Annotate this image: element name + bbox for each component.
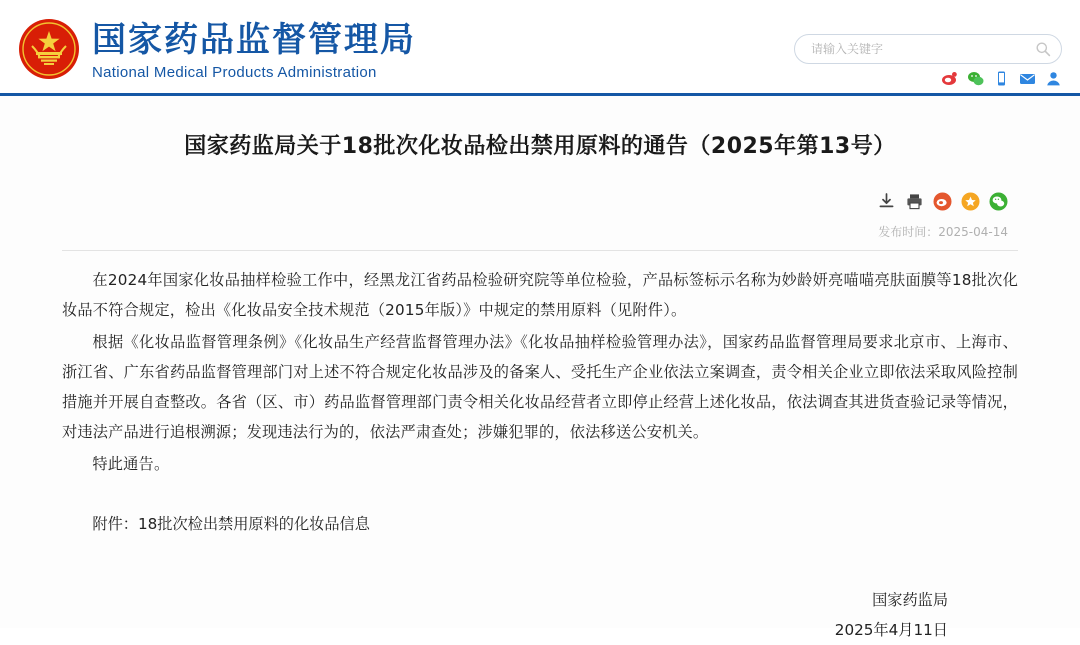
download-icon[interactable] bbox=[877, 192, 896, 211]
divider bbox=[62, 250, 1018, 251]
site-brand[interactable] bbox=[92, 20, 416, 81]
publish-time bbox=[62, 223, 1018, 240]
weibo-share-icon[interactable] bbox=[933, 192, 952, 211]
org-name-en: National Medical Products Administration bbox=[92, 64, 377, 81]
print-icon[interactable] bbox=[905, 192, 924, 211]
mobile-icon[interactable] bbox=[993, 70, 1010, 87]
signature-date: 2025年4月11日 bbox=[834, 621, 948, 639]
national-emblem-icon bbox=[18, 18, 80, 80]
signer-name: 国家药监局 bbox=[872, 591, 948, 609]
paragraph: 根据《化妆品监督管理条例》《化妆品生产经营监督管理办法》《化妆品抽样检验管理办法》，国家药品监督管理局要求北京市、上海市、浙江省、广东省药品监督管理部门对上述不符合规定化妆品涉及的备案人、受托生产企业依法立案调查，责令相关企业立即依法采取风险控制措施并开展自查整改。各省（区、市）药品监督管理部门责令相关化妆品经营者立即停止经营上述化妆品，依法调查其进货查验记录等情况，对违法产品进行追根溯源；发现违法行为的，依法严肃查处；涉嫌犯罪的，依法移送公安机关。 bbox=[62, 333, 1018, 441]
paragraph: 特此通告。 bbox=[92, 455, 170, 473]
article-toolbar bbox=[62, 192, 1018, 211]
paragraph: 在2024年国家化妆品抽样检验工作中，经黑龙江省药品检验研究院等单位检验，产品标签标示名称为妙龄妍亮喵喵亮肤面膜等18批次化妆品不符合规定，检出《化妆品安全技术规范（2015年版）》中规定的禁用原料（见附件）。 bbox=[62, 271, 1018, 319]
user-icon[interactable] bbox=[1045, 70, 1062, 87]
publish-time-value: 2025-04-14 bbox=[938, 225, 1008, 239]
site-header bbox=[0, 0, 1080, 96]
search-box[interactable] bbox=[794, 34, 1062, 64]
mail-icon[interactable] bbox=[1019, 70, 1036, 87]
wechat-icon[interactable] bbox=[967, 70, 984, 87]
article-container bbox=[0, 130, 1080, 645]
signature-block bbox=[62, 585, 1018, 645]
wechat-share-icon[interactable] bbox=[989, 192, 1008, 211]
publish-time-label: 发布时间： bbox=[878, 225, 939, 239]
social-icons bbox=[941, 70, 1062, 87]
favorite-share-icon[interactable] bbox=[961, 192, 980, 211]
weibo-icon[interactable] bbox=[941, 70, 958, 87]
search-icon[interactable] bbox=[1035, 41, 1051, 57]
article-body bbox=[62, 265, 1018, 479]
page-title: 国家药监局关于18批次化妆品检出禁用原料的通告（2025年第13号） bbox=[184, 134, 896, 159]
org-name-cn: 国家药品监督管理局 bbox=[92, 20, 416, 60]
attachment-link[interactable]: 附件：18批次检出禁用原料的化妆品信息 bbox=[92, 515, 370, 533]
search-input[interactable] bbox=[809, 41, 1035, 57]
